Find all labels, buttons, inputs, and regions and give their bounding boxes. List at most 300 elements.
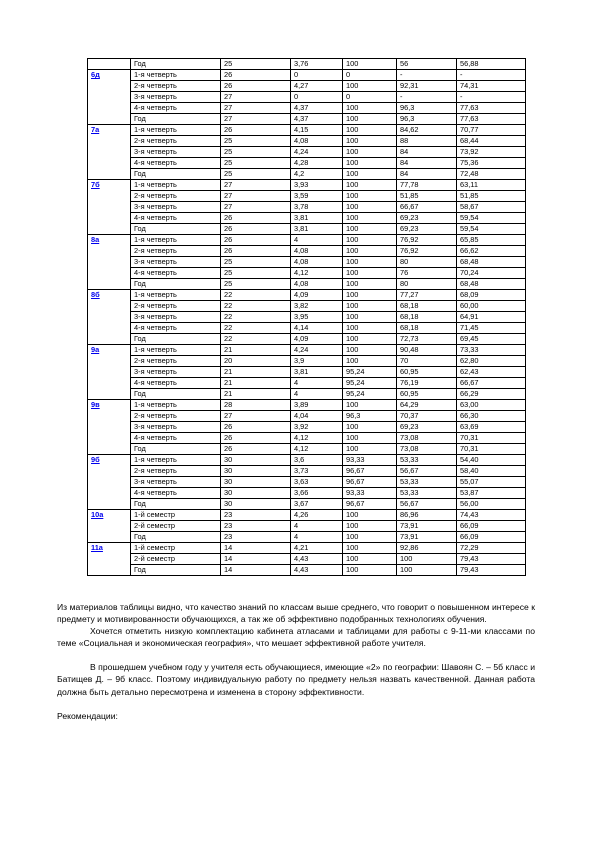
table-row (88, 158, 526, 169)
value-cell: 4,09 (291, 334, 343, 345)
value-cell: 68,44 (457, 136, 526, 147)
class-link[interactable]: 9б (91, 455, 100, 464)
value-cell: 100 (397, 554, 457, 565)
value-cell: 4,14 (291, 323, 343, 334)
period-cell: 1-я четверть (131, 180, 221, 191)
value-cell: 4,27 (291, 81, 343, 92)
value-cell: 100 (343, 191, 397, 202)
value-cell: 73,91 (397, 521, 457, 532)
value-cell: 100 (397, 565, 457, 576)
value-cell: 27 (221, 191, 291, 202)
value-cell: 4,43 (291, 565, 343, 576)
period-cell: 2-я четверть (131, 246, 221, 257)
value-cell: 69,23 (397, 213, 457, 224)
value-cell: 64,91 (457, 312, 526, 323)
value-cell: 4,04 (291, 411, 343, 422)
value-cell: 4,12 (291, 268, 343, 279)
table-row (88, 477, 526, 488)
value-cell: 93,33 (343, 488, 397, 499)
period-cell: 3-я четверть (131, 92, 221, 103)
table-row (88, 103, 526, 114)
results-table (87, 58, 526, 576)
period-cell: Год (131, 279, 221, 290)
class-link[interactable]: 8б (91, 290, 100, 299)
table-row (88, 400, 526, 411)
value-cell: 63,69 (457, 422, 526, 433)
period-cell: 3-я четверть (131, 202, 221, 213)
table-row (88, 202, 526, 213)
value-cell: 68,09 (457, 290, 526, 301)
value-cell: 4,37 (291, 103, 343, 114)
table-row (88, 499, 526, 510)
value-cell: 3,81 (291, 224, 343, 235)
value-cell: 3,81 (291, 213, 343, 224)
period-cell: 4-я четверть (131, 103, 221, 114)
value-cell: 53,33 (397, 488, 457, 499)
table-row (88, 455, 526, 466)
period-cell: 1-я четверть (131, 125, 221, 136)
period-cell: 4-я четверть (131, 323, 221, 334)
value-cell: 27 (221, 180, 291, 191)
class-link[interactable]: 8а (91, 235, 100, 244)
value-cell: 100 (343, 103, 397, 114)
value-cell: 59,54 (457, 224, 526, 235)
value-cell: 68,48 (457, 279, 526, 290)
value-cell: 62,43 (457, 367, 526, 378)
value-cell: 100 (343, 235, 397, 246)
value-cell: 100 (343, 202, 397, 213)
table-row (88, 213, 526, 224)
period-cell: Год (131, 389, 221, 400)
value-cell: 14 (221, 543, 291, 554)
table-row (88, 422, 526, 433)
value-cell: 68,18 (397, 301, 457, 312)
class-cell (88, 510, 131, 543)
value-cell: 21 (221, 367, 291, 378)
period-cell: 1-я четверть (131, 345, 221, 356)
value-cell: 92,86 (397, 543, 457, 554)
value-cell: 66,67 (397, 202, 457, 213)
paragraph: В прошедшем учебном году у учителя есть обучающиеся, имеющие «2» по географии: Шавоян С. – 5б класс и Батищев Д. – 9б класс. Поэтому индивидуальную работу по предмету нельзя назвать качественной. Данная работа должна быть детально пересмотрена и изменена в сторону эффективности. (57, 662, 535, 697)
value-cell: 20 (221, 356, 291, 367)
value-cell: 100 (343, 114, 397, 125)
value-cell: 27 (221, 103, 291, 114)
value-cell: 68,48 (457, 257, 526, 268)
value-cell: 51,85 (457, 191, 526, 202)
value-cell: 100 (343, 356, 397, 367)
period-cell: 2-й семестр (131, 554, 221, 565)
period-cell: 2-й семестр (131, 521, 221, 532)
value-cell: 23 (221, 510, 291, 521)
value-cell: 95,24 (343, 367, 397, 378)
value-cell: 14 (221, 554, 291, 565)
value-cell: 22 (221, 312, 291, 323)
value-cell: 86,96 (397, 510, 457, 521)
value-cell: 96,67 (343, 466, 397, 477)
period-cell: Год (131, 59, 221, 70)
period-cell: 3-я четверть (131, 422, 221, 433)
value-cell: 100 (343, 433, 397, 444)
value-cell: 26 (221, 444, 291, 455)
value-cell: 27 (221, 114, 291, 125)
table-row (88, 444, 526, 455)
paragraph: Хочется отметить низкую комплектацию кабинета атласами и таблицами для работы с 9-11-ми классами по теме «Социальная и экономическая география», что мешает эффективной работе учителя. (57, 626, 535, 649)
value-cell: 72,29 (457, 543, 526, 554)
value-cell: 30 (221, 488, 291, 499)
value-cell: 4 (291, 521, 343, 532)
period-cell: 1-й семестр (131, 543, 221, 554)
value-cell: - (457, 70, 526, 81)
period-cell: 2-я четверть (131, 356, 221, 367)
value-cell: 4 (291, 235, 343, 246)
value-cell: 79,43 (457, 554, 526, 565)
value-cell: 25 (221, 147, 291, 158)
period-cell: 1-й семестр (131, 510, 221, 521)
value-cell: 22 (221, 290, 291, 301)
value-cell: 3,63 (291, 477, 343, 488)
value-cell: 30 (221, 466, 291, 477)
value-cell: 4,08 (291, 246, 343, 257)
table-row (88, 334, 526, 345)
value-cell: 25 (221, 279, 291, 290)
class-cell (88, 345, 131, 400)
value-cell: 66,29 (457, 389, 526, 400)
class-link[interactable]: 9в (91, 400, 100, 409)
value-cell: 66,09 (457, 521, 526, 532)
period-cell: 1-я четверть (131, 400, 221, 411)
value-cell: 77,63 (457, 103, 526, 114)
paragraph: Из материалов таблицы видно, что качество знаний по классам выше среднего, что говорит о повышенном интересе к предмету и мотивированности обучающихся, а так же об эффективно подобранных технологиях обучения. (57, 602, 535, 625)
value-cell: 56,67 (397, 466, 457, 477)
table-row (88, 147, 526, 158)
table-row (88, 114, 526, 125)
value-cell: 71,45 (457, 323, 526, 334)
value-cell: 88 (397, 136, 457, 147)
value-cell: 76,19 (397, 378, 457, 389)
value-cell: 3,93 (291, 180, 343, 191)
value-cell: 66,30 (457, 411, 526, 422)
value-cell: 25 (221, 136, 291, 147)
value-cell: 22 (221, 334, 291, 345)
value-cell: 26 (221, 422, 291, 433)
class-link[interactable]: 7а (91, 125, 100, 134)
class-cell (88, 125, 131, 180)
value-cell: 3,76 (291, 59, 343, 70)
value-cell: 100 (343, 532, 397, 543)
value-cell: 25 (221, 257, 291, 268)
period-cell: 4-я четверть (131, 158, 221, 169)
value-cell: 26 (221, 224, 291, 235)
recommendations-heading: Рекомендации: (57, 710, 118, 721)
value-cell: 26 (221, 70, 291, 81)
value-cell: 100 (343, 323, 397, 334)
value-cell: 30 (221, 477, 291, 488)
value-cell: 25 (221, 158, 291, 169)
value-cell: 22 (221, 301, 291, 312)
value-cell: 80 (397, 257, 457, 268)
value-cell: 53,33 (397, 477, 457, 488)
class-cell (88, 455, 131, 510)
period-cell: 1-я четверть (131, 455, 221, 466)
value-cell: 96,67 (343, 477, 397, 488)
value-cell: 100 (343, 213, 397, 224)
period-cell: 1-я четверть (131, 290, 221, 301)
value-cell: 69,23 (397, 224, 457, 235)
value-cell: 100 (343, 554, 397, 565)
value-cell: 25 (221, 268, 291, 279)
value-cell: 73,91 (397, 532, 457, 543)
table-row (88, 235, 526, 246)
value-cell: 68,18 (397, 312, 457, 323)
value-cell: 4,21 (291, 543, 343, 554)
value-cell: 0 (343, 70, 397, 81)
value-cell: 59,54 (457, 213, 526, 224)
period-cell: Год (131, 532, 221, 543)
table-row (88, 136, 526, 147)
value-cell: 56,00 (457, 499, 526, 510)
table-row (88, 290, 526, 301)
table-row (88, 554, 526, 565)
table-row (88, 367, 526, 378)
value-cell: 58,40 (457, 466, 526, 477)
value-cell: 3,9 (291, 356, 343, 367)
period-cell: 2-я четверть (131, 191, 221, 202)
table-row (88, 345, 526, 356)
value-cell: 26 (221, 246, 291, 257)
value-cell: 93,33 (343, 455, 397, 466)
table-row (88, 488, 526, 499)
class-link[interactable]: 7б (91, 180, 100, 189)
value-cell: 100 (343, 312, 397, 323)
table-row (88, 257, 526, 268)
value-cell: 30 (221, 499, 291, 510)
value-cell: 73,92 (457, 147, 526, 158)
class-cell (88, 400, 131, 455)
value-cell: 100 (343, 510, 397, 521)
value-cell: 84 (397, 147, 457, 158)
value-cell: 3,81 (291, 367, 343, 378)
period-cell: 3-я четверть (131, 147, 221, 158)
value-cell: 100 (343, 268, 397, 279)
class-cell (88, 59, 131, 70)
period-cell: 4-я четверть (131, 378, 221, 389)
value-cell: 69,45 (457, 334, 526, 345)
value-cell: 100 (343, 136, 397, 147)
value-cell: 26 (221, 125, 291, 136)
value-cell: 73,08 (397, 433, 457, 444)
value-cell: 100 (343, 301, 397, 312)
value-cell: 100 (343, 246, 397, 257)
value-cell: 73,33 (457, 345, 526, 356)
class-cell (88, 180, 131, 235)
value-cell: 69,23 (397, 422, 457, 433)
value-cell: 56 (397, 59, 457, 70)
table-row (88, 466, 526, 477)
value-cell: 100 (343, 565, 397, 576)
analysis-text (57, 601, 535, 722)
value-cell: 4,08 (291, 136, 343, 147)
value-cell: 100 (343, 81, 397, 92)
value-cell: 76 (397, 268, 457, 279)
value-cell: 60,95 (397, 367, 457, 378)
value-cell: 25 (221, 169, 291, 180)
table-row (88, 268, 526, 279)
table-row (88, 81, 526, 92)
period-cell: 3-я четверть (131, 257, 221, 268)
value-cell: 100 (343, 334, 397, 345)
value-cell: 84 (397, 169, 457, 180)
value-cell: 4,43 (291, 554, 343, 565)
value-cell: 100 (343, 125, 397, 136)
table-row (88, 510, 526, 521)
value-cell: 4,12 (291, 444, 343, 455)
value-cell: 60,00 (457, 301, 526, 312)
value-cell: 90,48 (397, 345, 457, 356)
value-cell: 70,31 (457, 433, 526, 444)
value-cell: 51,85 (397, 191, 457, 202)
class-cell (88, 235, 131, 290)
value-cell: 66,09 (457, 532, 526, 543)
class-link[interactable]: 9а (91, 345, 100, 354)
table-row (88, 411, 526, 422)
table-row (88, 70, 526, 81)
value-cell: 70,77 (457, 125, 526, 136)
value-cell: 3,82 (291, 301, 343, 312)
value-cell: 30 (221, 455, 291, 466)
value-cell: 96,3 (397, 114, 457, 125)
value-cell: 77,63 (457, 114, 526, 125)
value-cell: 23 (221, 532, 291, 543)
value-cell: 100 (343, 345, 397, 356)
value-cell: 4,2 (291, 169, 343, 180)
period-cell: Год (131, 169, 221, 180)
value-cell: 58,67 (457, 202, 526, 213)
value-cell: 21 (221, 345, 291, 356)
value-cell: 62,80 (457, 356, 526, 367)
value-cell: 100 (343, 158, 397, 169)
table-row (88, 378, 526, 389)
value-cell: 22 (221, 323, 291, 334)
class-link[interactable]: 6д (91, 70, 100, 79)
table-row (88, 169, 526, 180)
value-cell: 92,31 (397, 81, 457, 92)
value-cell: 65,85 (457, 235, 526, 246)
value-cell: 74,43 (457, 510, 526, 521)
period-cell: Год (131, 224, 221, 235)
value-cell: 3,6 (291, 455, 343, 466)
table-row (88, 246, 526, 257)
value-cell: 70 (397, 356, 457, 367)
value-cell: 56,67 (397, 499, 457, 510)
table-row (88, 59, 526, 70)
table-row (88, 389, 526, 400)
value-cell: 63,00 (457, 400, 526, 411)
value-cell: 100 (343, 543, 397, 554)
value-cell: 66,62 (457, 246, 526, 257)
period-cell: 2-я четверть (131, 301, 221, 312)
value-cell: 4 (291, 389, 343, 400)
value-cell: 3,78 (291, 202, 343, 213)
value-cell: 70,31 (457, 444, 526, 455)
value-cell: 96,67 (343, 499, 397, 510)
value-cell: 27 (221, 202, 291, 213)
value-cell: 4,12 (291, 433, 343, 444)
value-cell: 96,3 (343, 411, 397, 422)
table-row (88, 125, 526, 136)
period-cell: 2-я четверть (131, 411, 221, 422)
period-cell: 4-я четверть (131, 213, 221, 224)
value-cell: 79,43 (457, 565, 526, 576)
value-cell: 26 (221, 213, 291, 224)
value-cell: 84 (397, 158, 457, 169)
period-cell: Год (131, 499, 221, 510)
value-cell: 100 (343, 180, 397, 191)
table-row (88, 532, 526, 543)
value-cell: 4,24 (291, 147, 343, 158)
value-cell: 4,08 (291, 279, 343, 290)
table-row (88, 312, 526, 323)
value-cell: 95,24 (343, 378, 397, 389)
value-cell: 27 (221, 92, 291, 103)
class-cell (88, 290, 131, 345)
value-cell: 3,67 (291, 499, 343, 510)
table-row (88, 543, 526, 554)
value-cell: 26 (221, 81, 291, 92)
value-cell: 4,37 (291, 114, 343, 125)
value-cell: 100 (343, 59, 397, 70)
value-cell: 100 (343, 422, 397, 433)
period-cell: Год (131, 444, 221, 455)
class-link[interactable]: 11а (91, 543, 103, 552)
value-cell: 55,07 (457, 477, 526, 488)
value-cell: 70,24 (457, 268, 526, 279)
value-cell: 0 (291, 92, 343, 103)
period-cell: 4-я четверть (131, 488, 221, 499)
value-cell: 74,31 (457, 81, 526, 92)
value-cell: 4,24 (291, 345, 343, 356)
value-cell: 26 (221, 433, 291, 444)
value-cell: - (457, 92, 526, 103)
table-row (88, 224, 526, 235)
value-cell: 0 (291, 70, 343, 81)
value-cell: 60,95 (397, 389, 457, 400)
class-link[interactable]: 10а (91, 510, 104, 519)
value-cell: 25 (221, 59, 291, 70)
value-cell: - (397, 92, 457, 103)
period-cell: 3-я четверть (131, 312, 221, 323)
period-cell: 2-я четверть (131, 81, 221, 92)
value-cell: 100 (343, 290, 397, 301)
value-cell: 80 (397, 279, 457, 290)
value-cell: 4 (291, 532, 343, 543)
period-cell: 3-я четверть (131, 477, 221, 488)
value-cell: 3,89 (291, 400, 343, 411)
value-cell: 14 (221, 565, 291, 576)
value-cell: 3,73 (291, 466, 343, 477)
value-cell: 76,92 (397, 246, 457, 257)
value-cell: 77,27 (397, 290, 457, 301)
value-cell: 3,59 (291, 191, 343, 202)
value-cell: 76,92 (397, 235, 457, 246)
value-cell: 54,40 (457, 455, 526, 466)
table-row (88, 180, 526, 191)
value-cell: 63,11 (457, 180, 526, 191)
value-cell: 66,67 (457, 378, 526, 389)
value-cell: 100 (343, 521, 397, 532)
value-cell: 4,28 (291, 158, 343, 169)
value-cell: 77,78 (397, 180, 457, 191)
value-cell: 21 (221, 389, 291, 400)
